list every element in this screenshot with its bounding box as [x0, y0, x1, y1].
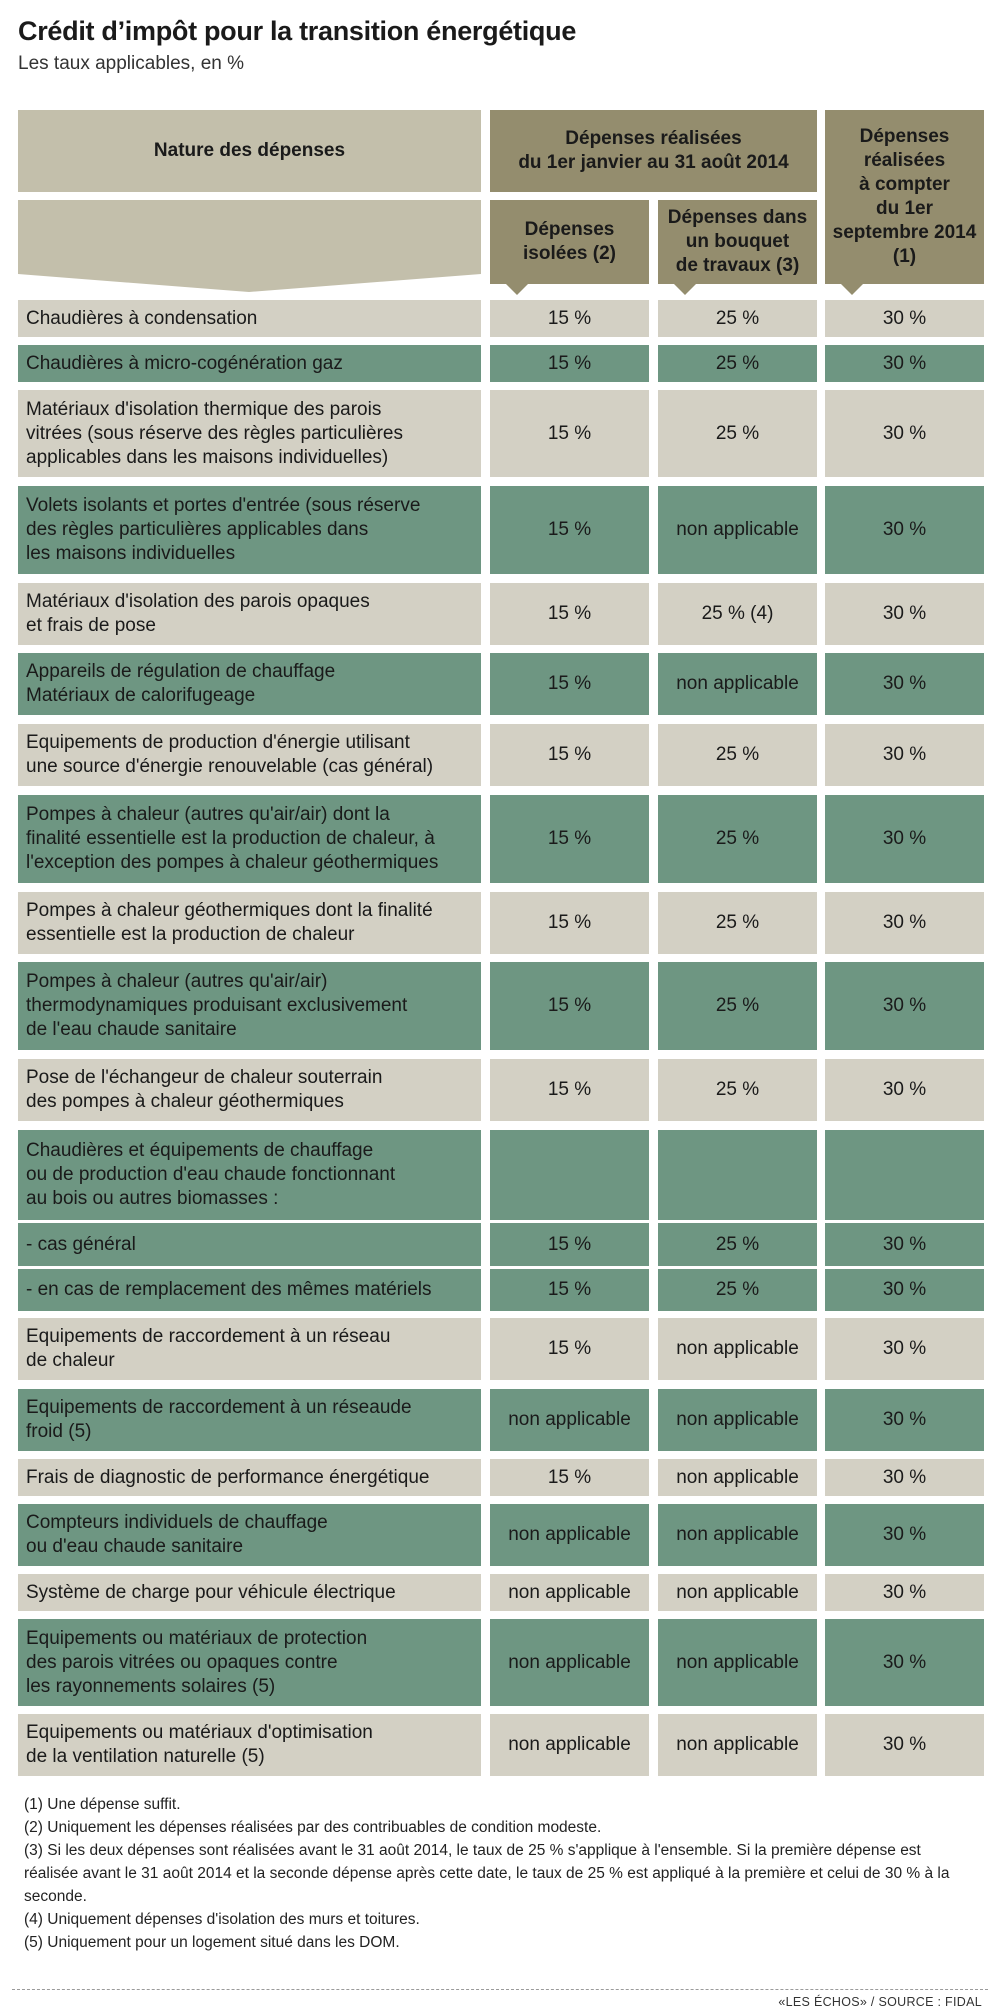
rate-after: 30 %: [825, 345, 984, 382]
footnote: (3) Si les deux dépenses sont réalisées avant le 31 août 2014, le taux de 25 % s'applique à l'ensemble. Si la première dépense est réalisée avant le 31 août 2014 et la seconde dépense après cette date, le taux de 25 % est appliqué à la première et celui de 30 % à la seconde.: [24, 1842, 950, 1905]
rate-isolees: non applicable: [490, 1389, 649, 1451]
rate-bouquet: non applicable: [658, 1574, 817, 1611]
rate-after: 30 %: [825, 1504, 984, 1566]
row-label: Equipements ou matériaux de protection des parois vitrées ou opaques contre les rayonnements solaires (5): [18, 1619, 481, 1706]
col-after-header: Dépenses réalisées à compter du 1er septembre 2014 (1): [825, 110, 984, 284]
table-row: [18, 795, 984, 883]
row-label: Pompes à chaleur géothermiques dont la finalité essentielle est la production de chaleur: [18, 892, 481, 954]
col-after-notch: [841, 284, 863, 295]
row-label: Equipements de raccordement à un réseaude froid (5): [18, 1389, 481, 1451]
nature-header-chevron: [18, 200, 481, 292]
col-bouquet-header: Dépenses dans un bouquet de travaux (3): [658, 200, 817, 284]
row-label: Pompes à chaleur (autres qu'air/air) thermodynamiques produisant exclusivement de l'eau chaude sanitaire: [18, 962, 481, 1050]
row-label: Equipements ou matériaux d'optimisation de la ventilation naturelle (5): [18, 1714, 481, 1776]
table-row: [18, 1619, 984, 1706]
rate-after: 30 %: [825, 1459, 984, 1496]
row-label: Compteurs individuels de chauffage ou d'eau chaude sanitaire: [18, 1504, 481, 1566]
rate-after: 30 %: [825, 1574, 984, 1611]
table-row: [18, 1059, 984, 1121]
table-row: [18, 962, 984, 1050]
rate-isolees: non applicable: [490, 1714, 649, 1776]
rate-after: 30 %: [825, 1389, 984, 1451]
rate-bouquet: non applicable: [658, 1389, 817, 1451]
table-row: [18, 345, 984, 382]
rate-after: 30 %: [825, 962, 984, 1050]
rate-isolees: 15 %: [490, 486, 649, 574]
footnotes: [24, 1793, 964, 1954]
table-row: [18, 1504, 984, 1566]
row-label: Chaudières et équipements de chauffage ou de production d'eau chaude fonctionnant au bois ou autres biomasses :: [18, 1130, 481, 1220]
row-label: Chaudières à micro-cogénération gaz: [18, 345, 481, 382]
rate-isolees: non applicable: [490, 1574, 649, 1611]
footnote: (1) Une dépense suffit.: [24, 1796, 181, 1813]
rate-bouquet: 25 %: [658, 724, 817, 786]
rate-bouquet: 25 %: [658, 1223, 817, 1266]
rate-bouquet: 25 %: [658, 390, 817, 477]
page-subtitle: Les taux applicables, en %: [18, 53, 245, 74]
row-label: Pose de l'échangeur de chaleur souterrain des pompes à chaleur géothermiques: [18, 1059, 481, 1121]
row-label: Système de charge pour véhicule électrique: [18, 1574, 481, 1611]
footnote: (2) Uniquement les dépenses réalisées par des contribuables de condition modeste.: [24, 1819, 602, 1836]
rate-bouquet: non applicable: [658, 653, 817, 715]
row-label: Frais de diagnostic de performance énergétique: [18, 1459, 481, 1496]
table-row: [18, 1130, 984, 1220]
rate-after: 30 %: [825, 390, 984, 477]
rate-isolees: non applicable: [490, 1619, 649, 1706]
table-row: [18, 1459, 984, 1496]
rate-isolees: 15 %: [490, 345, 649, 382]
rate-bouquet: 25 %: [658, 1059, 817, 1121]
table-row: [18, 724, 984, 786]
table-row: [18, 1318, 984, 1380]
col-bouquet-notch: [674, 284, 696, 295]
row-label: Matériaux d'isolation des parois opaques et frais de pose: [18, 583, 481, 645]
rate-bouquet: non applicable: [658, 1459, 817, 1496]
table-row: [18, 486, 984, 574]
footer-divider: [12, 1989, 988, 1990]
rate-after: 30 %: [825, 724, 984, 786]
rate-isolees: 15 %: [490, 892, 649, 954]
row-label: Equipements de raccordement à un réseau de chaleur: [18, 1318, 481, 1380]
rate-after: 30 %: [825, 486, 984, 574]
rate-isolees: [490, 1130, 649, 1220]
row-label: - cas général: [18, 1223, 481, 1266]
rate-isolees: 15 %: [490, 795, 649, 883]
rate-isolees: 15 %: [490, 724, 649, 786]
table-row: [18, 1714, 984, 1776]
rate-after: 30 %: [825, 1059, 984, 1121]
col-isolees-notch: [506, 284, 528, 295]
table-row: [18, 653, 984, 715]
rate-bouquet: [658, 1130, 817, 1220]
rate-after: 30 %: [825, 300, 984, 337]
rate-isolees: 15 %: [490, 1318, 649, 1380]
table-row: [18, 390, 984, 477]
table-row: [18, 1574, 984, 1611]
table-row: [18, 892, 984, 954]
rate-bouquet: non applicable: [658, 1714, 817, 1776]
rate-after: 30 %: [825, 1223, 984, 1266]
row-label: Volets isolants et portes d'entrée (sous réserve des règles particulières applicables dans les maisons individuelles: [18, 486, 481, 574]
footnote: (5) Uniquement pour un logement situé dans les DOM.: [24, 1934, 400, 1951]
rate-after: 30 %: [825, 653, 984, 715]
table-row: [18, 1269, 984, 1311]
rate-bouquet: 25 %: [658, 345, 817, 382]
rate-isolees: 15 %: [490, 653, 649, 715]
row-label: Chaudières à condensation: [18, 300, 481, 337]
rate-bouquet: 25 %: [658, 795, 817, 883]
rate-bouquet: 25 %: [658, 1269, 817, 1311]
rate-bouquet: non applicable: [658, 486, 817, 574]
nature-header-label: Nature des dépenses: [153, 140, 346, 161]
footnote: (4) Uniquement dépenses d'isolation des murs et toitures.: [24, 1911, 420, 1928]
rate-bouquet: 25 %: [658, 892, 817, 954]
rate-bouquet: 25 %: [658, 962, 817, 1050]
rate-isolees: 15 %: [490, 962, 649, 1050]
source-credit: «LES ÉCHOS» / SOURCE : FIDAL: [778, 1995, 982, 2009]
rate-after: 30 %: [825, 892, 984, 954]
row-label: Appareils de régulation de chauffage Matériaux de calorifugeage: [18, 653, 481, 715]
rate-isolees: 15 %: [490, 1459, 649, 1496]
rate-isolees: non applicable: [490, 1504, 649, 1566]
rate-isolees: 15 %: [490, 390, 649, 477]
table-row: [18, 1223, 984, 1266]
table-row: [18, 583, 984, 645]
rate-bouquet: 25 % (4): [658, 583, 817, 645]
row-label: Pompes à chaleur (autres qu'air/air) dont la finalité essentielle est la production de chaleur, à l'exception des pompes à chaleur géothermiques: [18, 795, 481, 883]
rate-bouquet: non applicable: [658, 1504, 817, 1566]
table-row: [18, 1389, 984, 1451]
table-row: [18, 300, 984, 337]
rate-after: [825, 1130, 984, 1220]
rate-after: 30 %: [825, 1619, 984, 1706]
page-title: Crédit d’impôt pour la transition énergétique: [18, 16, 577, 46]
row-label: Matériaux d'isolation thermique des parois vitrées (sous réserve des règles particulières applicables dans les maisons individuelles): [18, 390, 481, 477]
rate-bouquet: non applicable: [658, 1318, 817, 1380]
period-group-header: Dépenses réalisées du 1er janvier au 31 août 2014: [490, 110, 817, 192]
rate-isolees: 15 %: [490, 1223, 649, 1266]
rate-after: 30 %: [825, 1269, 984, 1311]
row-label: Equipements de production d'énergie utilisant une source d'énergie renouvelable (cas général): [18, 724, 481, 786]
rate-bouquet: non applicable: [658, 1619, 817, 1706]
col-isolees-header: Dépenses isolées (2): [490, 200, 649, 284]
rate-isolees: 15 %: [490, 1059, 649, 1121]
rate-isolees: 15 %: [490, 583, 649, 645]
rate-after: 30 %: [825, 1318, 984, 1380]
row-label: - en cas de remplacement des mêmes matériels: [18, 1269, 481, 1311]
rate-isolees: 15 %: [490, 300, 649, 337]
rate-bouquet: 25 %: [658, 300, 817, 337]
rate-isolees: 15 %: [490, 1269, 649, 1311]
rate-after: 30 %: [825, 583, 984, 645]
rate-after: 30 %: [825, 795, 984, 883]
rate-after: 30 %: [825, 1714, 984, 1776]
